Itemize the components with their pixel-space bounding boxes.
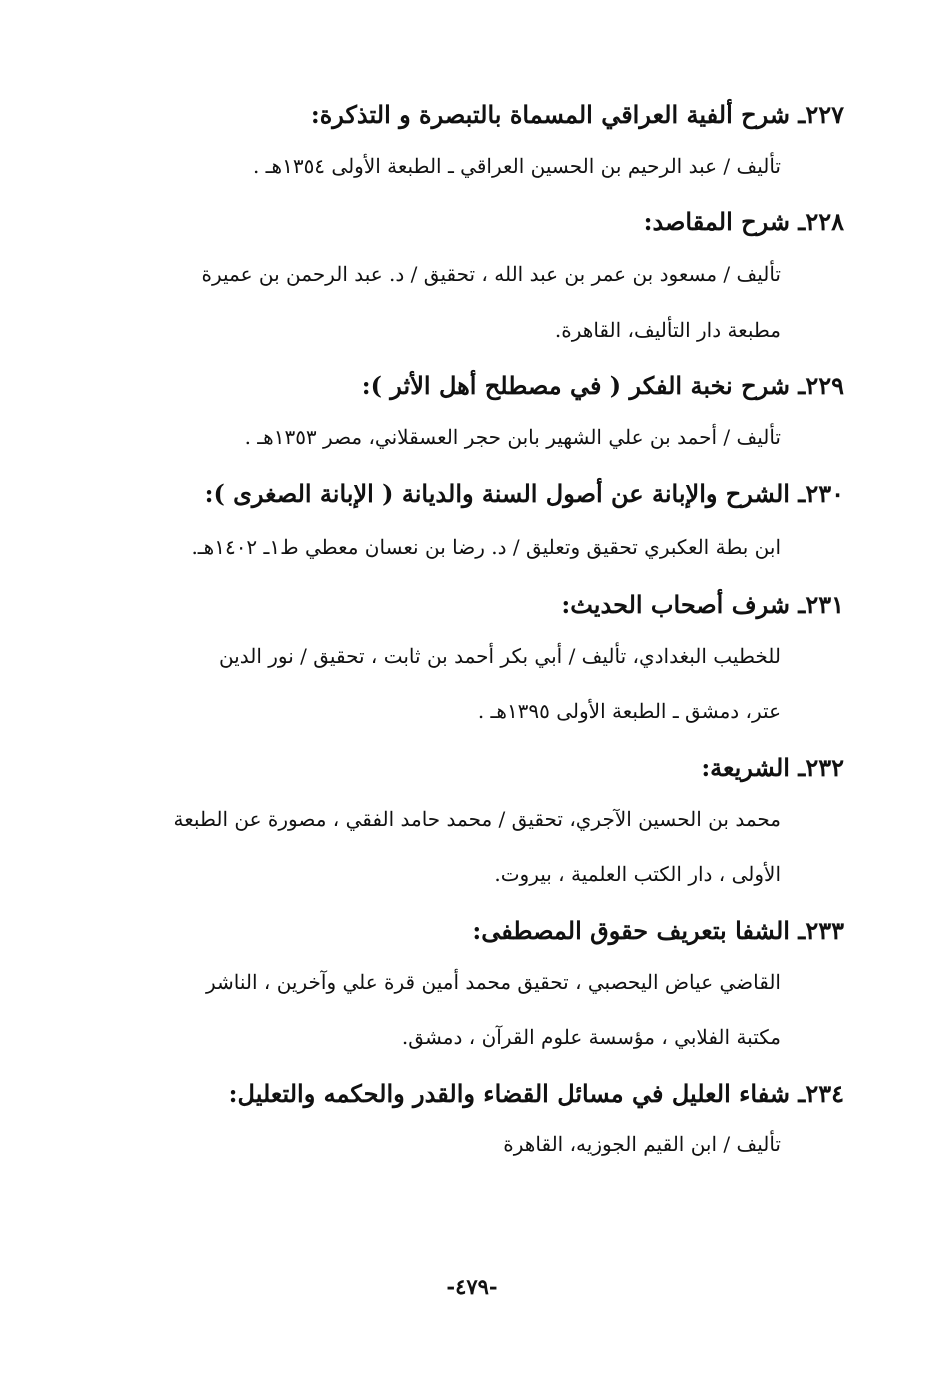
entry-229-line-1: تأليف / أحمد بن علي الشهير بابن حجر العسقلاني، مصر ١٣٥٣هـ .	[244, 425, 781, 449]
entry-232-line-1-text: محمد بن الحسين الآجري، تحقيق / محمد حامد الفقي ، مصورة عن الطبعة	[173, 807, 781, 831]
entry-228-line-1-text: تأليف / مسعود بن عمر بن عبد الله ، تحقيق / د. عبد الرحمن بن عميرة	[201, 262, 781, 286]
entry-233-line-1-text: القاضي عياض اليحصبي ، تحقيق محمد أمين قرة علي وآخرين ، الناشر	[205, 970, 781, 994]
entry-228-heading: ٢٢٨ـ شرح المقاصد:	[643, 207, 844, 236]
entry-228-line-1	[138, 262, 781, 286]
entry-228-line-2: مطبعة دار التأليف، القاهرة.	[554, 318, 781, 342]
entry-232-line-1	[138, 807, 781, 831]
entry-231-line-1	[138, 644, 781, 668]
entry-234-line-1: تأليف / ابن القيم الجوزيه، القاهرة	[503, 1132, 781, 1156]
entry-234-heading: ٢٣٤ـ شفاء العليل في مسائل القضاء والقدر والحكمه والتعليل:	[228, 1079, 844, 1108]
entry-233-line-1	[138, 970, 781, 994]
entry-231-line-1-text: للخطيب البغدادي، تأليف / أبي بكر أحمد بن ثابت ، تحقيق / نور الدين	[218, 644, 781, 668]
entry-230-heading: ٢٣٠ـ الشرح والإبانة عن أصول السنة والديانة ( الإبانة الصغرى ):	[204, 479, 844, 508]
entry-227-heading: ٢٢٧ـ شرح ألفية العراقي المسماة بالتبصرة و التذكرة:	[310, 100, 844, 129]
entry-230-line-1: ابن بطة العكبري تحقيق وتعليق / د. رضا بن نعسان معطي ط١ـ ١٤٠٢هـ.	[191, 535, 781, 559]
entry-231-line-2: عتر، دمشق ـ الطبعة الأولى ١٣٩٥هـ .	[477, 699, 781, 723]
entry-233-line-2: مكتبة الفلابي ، مؤسسة علوم القرآن ، دمشق.	[401, 1025, 781, 1049]
page-number: -٤٧٩-	[446, 1274, 498, 1299]
entry-232-line-2: الأولى ، دار الكتب العلمية ، بيروت.	[494, 862, 781, 886]
entry-233-heading: ٢٣٣ـ الشفا بتعريف حقوق المصطفى:	[472, 916, 844, 945]
entry-227-line-1: تأليف / عبد الرحيم بن الحسين العراقي ـ الطبعة الأولى ١٣٥٤هـ .	[252, 154, 781, 178]
entry-229-heading: ٢٢٩ـ شرح نخبة الفكر ( في مصطلح أهل الأثر ):	[361, 371, 844, 400]
entry-232-heading: ٢٣٢ـ الشريعة:	[701, 753, 844, 782]
entry-231-heading: ٢٣١ـ شرف أصحاب الحديث:	[561, 590, 844, 619]
